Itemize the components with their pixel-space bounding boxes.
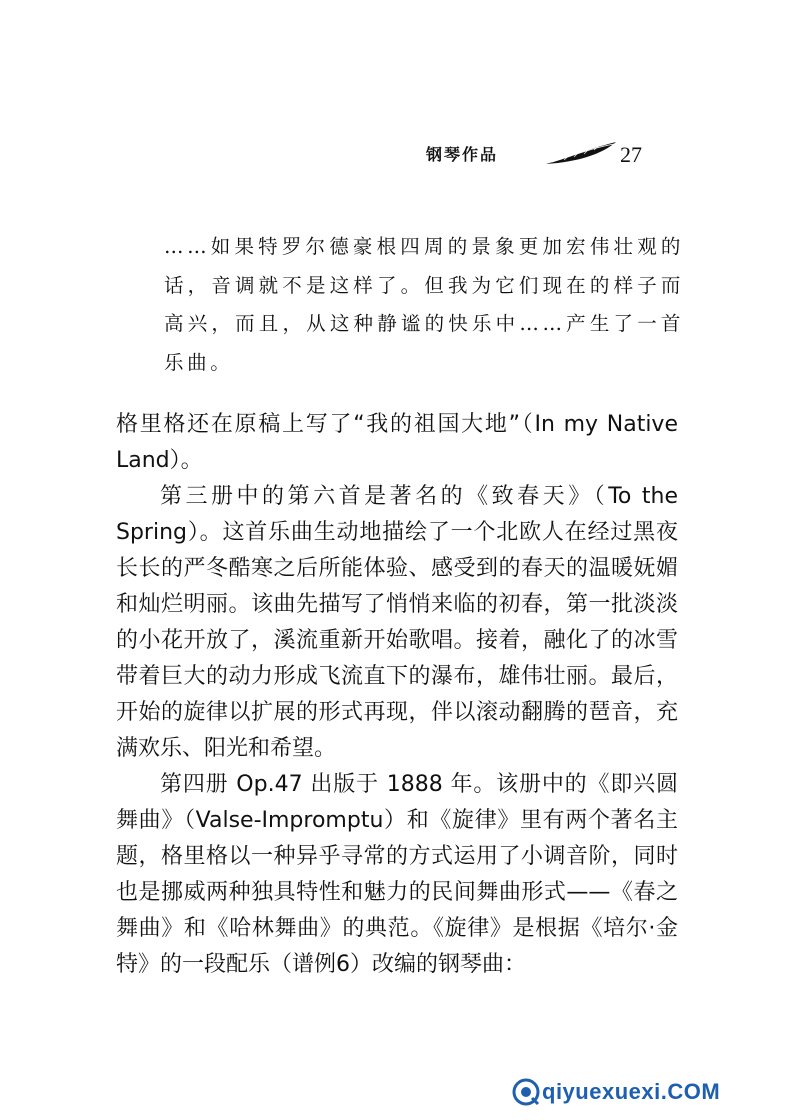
- watermark-text: qiyuexuexi.COM: [542, 1079, 721, 1104]
- site-watermark: [512, 1076, 774, 1108]
- body-text: [116, 407, 678, 983]
- quote-text: ……如果特罗尔德豪根四周的景象更加宏伟壮观的话，音调就不是这样了。但我为它们现在的样子而高兴，而且，从这种静谧的快乐中……产生了一首乐曲。: [164, 235, 684, 374]
- page-header: [426, 138, 656, 172]
- feather-icon: [544, 138, 620, 168]
- section-title: 钢琴作品: [426, 145, 499, 164]
- paragraph: 第四册 Op.47 出版于 1888 年。该册中的《即兴圆舞曲》（Valse-Impromptu）和《旋律》里有两个著名主题，格里格以一种异乎寻常的方式运用了小调音阶，同时也是挪威两种独具特性和魅力的民间舞曲形式——《春之舞曲》和《哈林舞曲》的典范。《旋律》是根据《培尔·金特》的一段配乐（谱例6）改编的钢琴曲：: [116, 772, 678, 977]
- paragraph: 第三册中的第六首是著名的《致春天》（To the Spring）。这首乐曲生动地描绘了一个北欧人在经过黑夜长长的严冬酷寒之后所能体验、感受到的春天的温暖妩媚和灿烂明丽。该曲先描写了悄悄来临的初春，第一批淡淡的小花开放了，溪流重新开始歌唱。接着，融化了的冰雪带着巨大的动力形成飞流直下的瀑布，雄伟壮丽。最后，开始的旋律以扩展的形式再现，伴以滚动翻腾的琶音，充满欢乐、阳光和希望。: [116, 484, 678, 761]
- block-quote: [164, 228, 684, 382]
- paragraph: 格里格还在原稿上写了“我的祖国大地”（In my Native Land）。: [116, 412, 678, 473]
- page-number: 27: [620, 142, 642, 167]
- q-circle-logo-icon: [512, 1078, 540, 1106]
